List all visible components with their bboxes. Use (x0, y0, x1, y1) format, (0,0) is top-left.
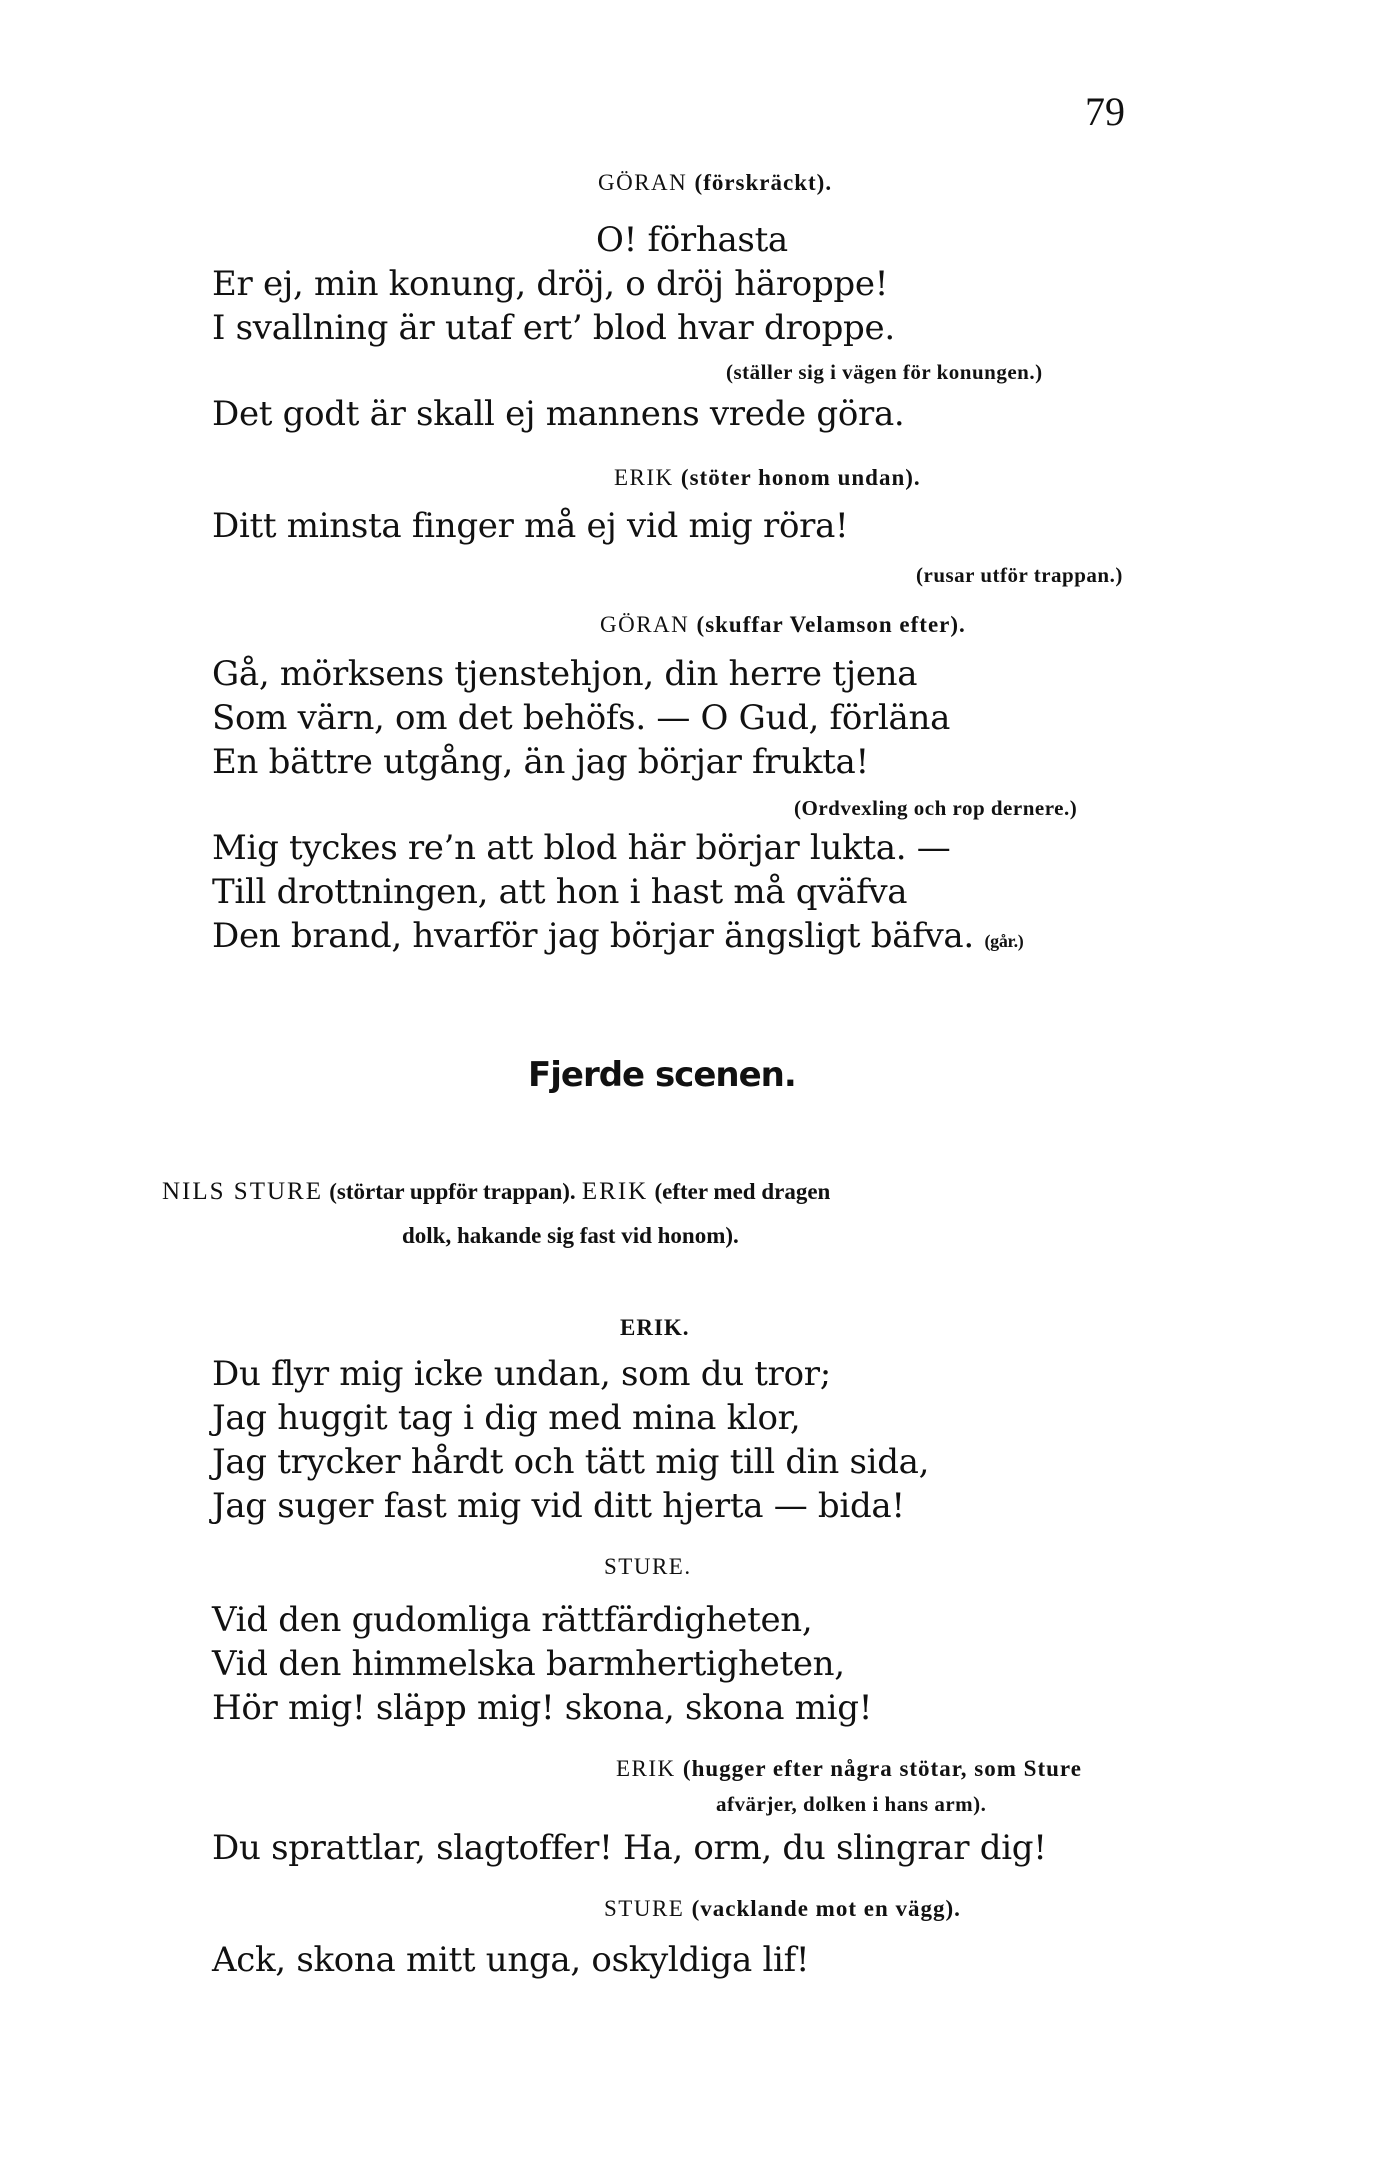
speaker-name: GÖRAN (600, 612, 690, 637)
verse-line: Ack, skona mitt unga, oskyldiga lif! (212, 1940, 810, 1980)
speaker-name: GÖRAN (598, 170, 688, 195)
verse-line: Mig tyckes re’n att blod här börjar lukta. — (212, 828, 951, 868)
speaker-name: ERIK (614, 465, 674, 490)
verse-line: Du flyr mig icke undan, som du tror; (212, 1354, 831, 1394)
verse-line: En bättre utgång, än jag börjar frukta! (212, 742, 869, 782)
character-name: NILS STURE (162, 1178, 323, 1205)
page-number: 79 (1085, 89, 1125, 134)
verse-line: Ditt minsta finger må ej vid mig röra! (212, 506, 849, 546)
speaker-name: STURE. (604, 1554, 692, 1579)
verse-line: O! förhasta (596, 220, 788, 260)
exit-direction: (går.) (984, 931, 1024, 951)
speaker-heading (604, 1554, 692, 1580)
verse-line: Det godt är skall ej mannens vrede göra. (212, 394, 905, 434)
stage-direction: (ställer sig i vägen för konungen.) (726, 360, 1043, 384)
stage-direction: (hugger efter några stötar, som Sture (682, 1756, 1082, 1781)
speaker-heading (604, 1896, 961, 1922)
speaker-name: ERIK. (620, 1315, 690, 1340)
character-name: ERIK (581, 1178, 649, 1205)
verse-text: Den brand, hvarför jag börjar ängsligt bäfva. (212, 916, 974, 956)
cast-list (162, 1178, 830, 1206)
verse-line: Jag huggit tag i dig med mina klor, (212, 1398, 801, 1438)
verse-line: Du sprattlar, slagtoffer! Ha, orm, du slingrar dig! (212, 1828, 1047, 1868)
speaker-heading (614, 465, 921, 491)
verse-line: Jag suger fast mig vid ditt hjerta — bida! (212, 1486, 905, 1526)
verse-line: Vid den himmelska barmhertigheten, (212, 1644, 845, 1684)
cast-list-continued (402, 1222, 739, 1250)
stage-direction: (förskräckt). (694, 170, 833, 195)
stage-direction: (stöter honom undan). (680, 465, 921, 490)
verse-line: Vid den gudomliga rättfärdigheten, (212, 1600, 813, 1640)
speaker-heading (598, 170, 832, 196)
speaker-heading (600, 612, 966, 638)
speaker-name: ERIK (616, 1756, 676, 1781)
verse-line: I svallning är utaf ert’ blod hvar droppe. (212, 308, 895, 348)
stage-direction: (rusar utför trappan.) (916, 563, 1123, 587)
stage-direction: (efter med dragen (654, 1179, 831, 1204)
verse-line: Gå, mörksens tjenstehjon, din herre tjena (212, 654, 918, 694)
stage-direction: afvärjer, dolken i hans arm). (716, 1792, 987, 1816)
verse-line: Er ej, min konung, dröj, o dröj häroppe! (212, 264, 889, 304)
verse-line: Som värn, om det behöfs. — O Gud, förläna (212, 698, 951, 738)
speaker-name: STURE (604, 1896, 685, 1921)
stage-direction: (skuffar Velamson efter). (696, 612, 966, 637)
stage-direction: (störtar uppför trappan). (329, 1179, 576, 1204)
verse-line: Jag trycker hårdt och tätt mig till din sida, (212, 1442, 930, 1482)
verse-line: Hör mig! släpp mig! skona, skona mig! (212, 1688, 873, 1728)
stage-direction: dolk, hakande sig fast vid honom). (402, 1223, 739, 1248)
speaker-heading (620, 1315, 690, 1341)
verse-line: Till drottningen, att hon i hast må qväfva (212, 872, 908, 912)
speaker-heading (616, 1756, 1082, 1782)
stage-direction: (Ordvexling och rop dernere.) (794, 796, 1078, 820)
verse-line (212, 914, 1023, 963)
stage-direction: (vacklande mot en vägg). (691, 1896, 961, 1921)
scene-title: Fjerde scenen. (528, 1055, 796, 1095)
